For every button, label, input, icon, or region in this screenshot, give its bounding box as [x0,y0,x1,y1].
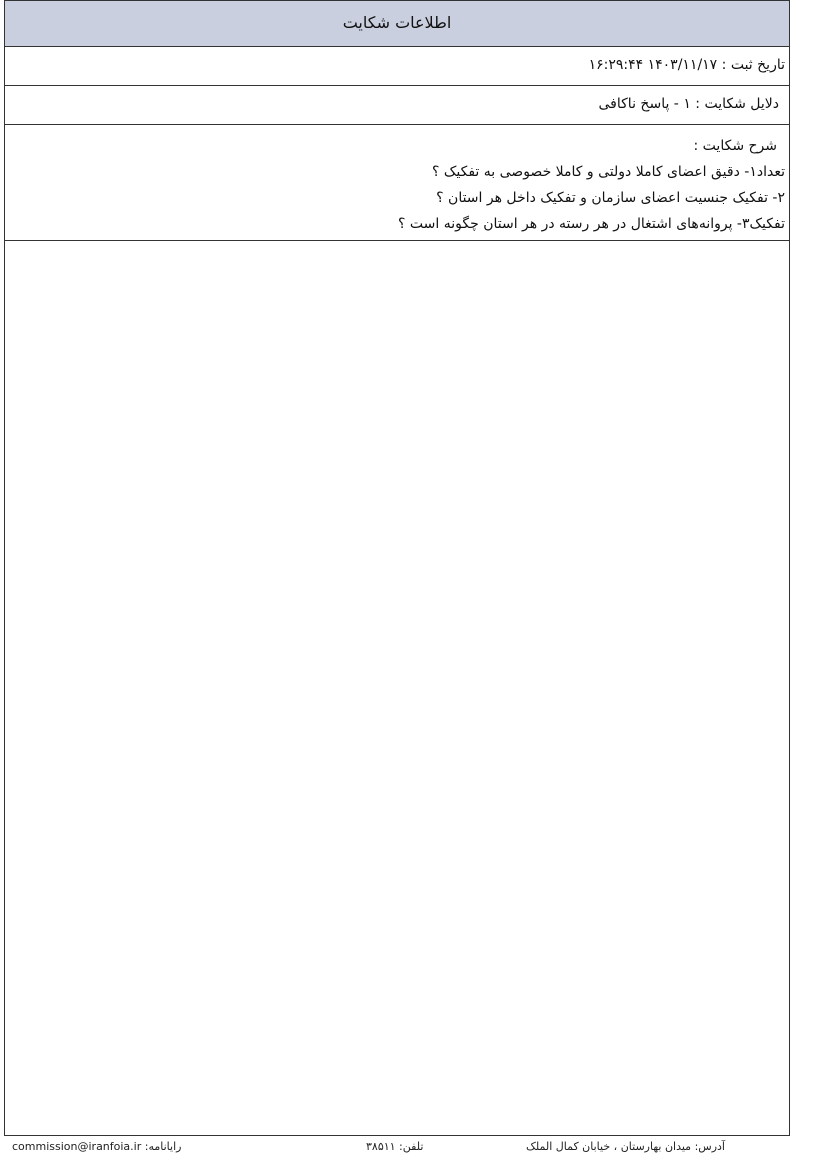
form-title: اطلاعات شکایت [5,1,789,47]
page-footer [0,1136,817,1162]
description-line: تفکیک۳- پروانه‌های اشتغال در هر رسته در هر استان چگونه است ؟ [398,216,785,232]
footer-address: آدرس: میدان بهارستان ، خیابان کمال الملک [526,1140,725,1153]
description-label: شرح شکایت : [693,138,777,154]
description-line: ۲- تفکیک جنسیت اعضای سازمان و تفکیک داخل هر استان ؟ [436,190,785,206]
registration-date: تاریخ ثبت : ۱۴۰۳/۱۱/۱۷ ۱۶:۲۹:۴۴ [5,47,789,86]
footer-email: commission@iranfoia.ir :رایانامه [12,1140,182,1153]
complaint-form [4,0,790,1136]
complaint-description [5,125,789,241]
footer-phone: تلفن: ۳۸۵۱۱ [366,1140,424,1153]
description-line: تعداد۱- دقیق اعضای کاملا دولتی و کاملا خصوصی به تفکیک ؟ [431,164,785,180]
complaint-reasons: دلایل شکایت : ۱ - پاسخ ناکافی [5,86,789,125]
